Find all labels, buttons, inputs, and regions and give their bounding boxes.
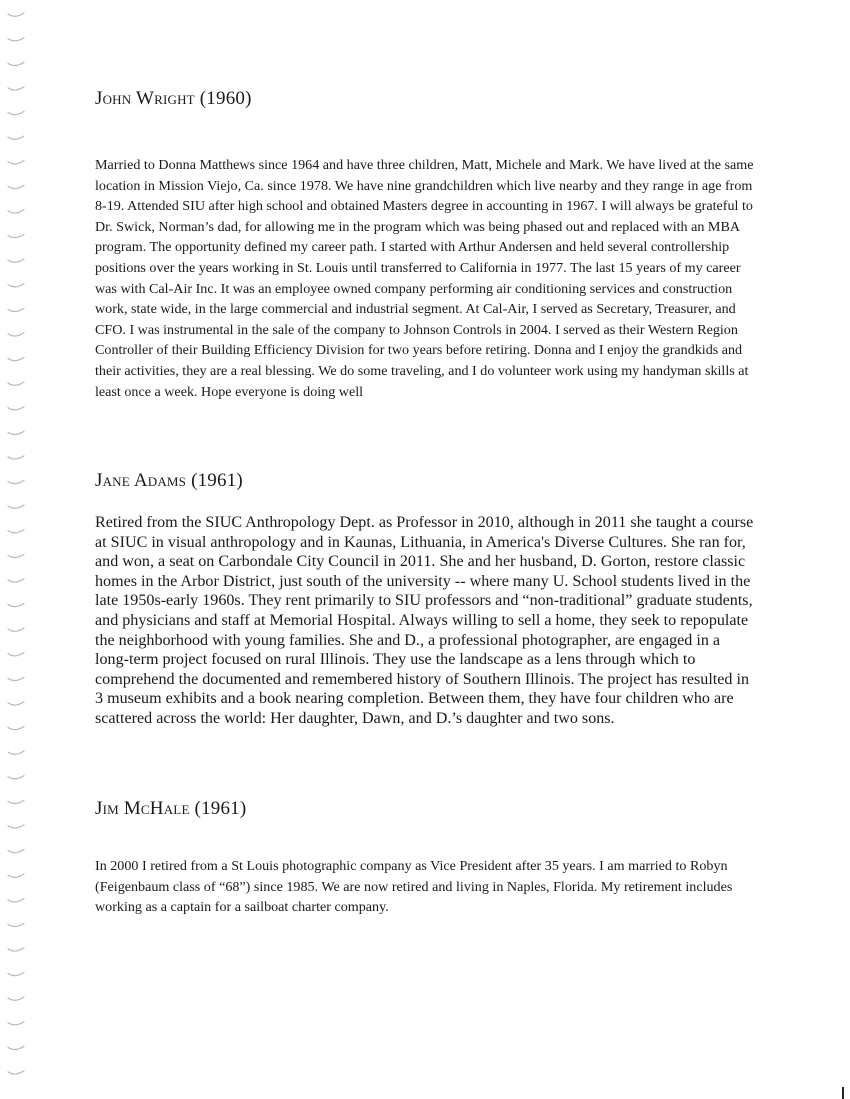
binding-mark — [8, 628, 24, 631]
binding-mark — [8, 357, 24, 360]
binding-mark — [8, 284, 24, 287]
binding-mark — [8, 776, 24, 779]
binding-mark — [8, 505, 24, 508]
entry-bio: Married to Donna Matthews since 1964 and have three children, Matt, Michele and Mark. We have lived at the same location in Mission Viejo, Ca. since 1978. We have nine grandchildren which live nearby and they range in age from 8-19. Attended SIU after high school and obtained Masters degree in accounting in 1967. I will always be grateful to Dr. Swick, Norman’s dad, for allowing me in the program which was being phased out and replaced with an MBA program. The opportunity defined my career path. I started with Arthur Andersen and held several controllership positions over the years working in St. Louis until transferred to California in 1977. The last 15 years of my career was with Cal-Air Inc. It was an employee owned company performing air conditioning services and construction work, state wide, in the large commercial and industrial segment. At Cal-Air, I served as Secretary, Treasurer, and CFO. I was instrumental in the sale of the company to Johnson Controls in 2004. I served as their Western Region Controller of their Building Efficiency Division for two years before retiring. Donna and I enjoy the grandkids and their activities, they are a real blessing. We do some traveling, and I do volunteer work using my handyman skills at least once a week. Hope everyone is doing well — [95, 157, 754, 400]
binding-mark — [8, 234, 24, 237]
binding-mark — [8, 161, 24, 164]
binding-mark — [8, 407, 24, 410]
binding-mark — [8, 849, 24, 852]
binding-hole-marks — [4, 0, 28, 1099]
binding-mark — [8, 259, 24, 262]
binding-mark — [8, 554, 24, 557]
binding-mark — [8, 210, 24, 213]
binding-mark — [8, 1071, 24, 1074]
binding-mark — [8, 603, 24, 606]
entry-jim-mchale — [95, 798, 755, 918]
binding-mark — [8, 62, 24, 65]
binding-mark — [8, 579, 24, 582]
binding-mark — [8, 530, 24, 533]
binding-mark — [8, 948, 24, 951]
binding-mark — [8, 899, 24, 902]
entry-name: Jim McHale — [95, 798, 190, 819]
entry-name: John Wright — [95, 88, 195, 109]
binding-mark — [8, 456, 24, 459]
binding-mark — [8, 136, 24, 139]
entry-year: (1961) — [194, 798, 247, 819]
binding-mark — [8, 825, 24, 828]
binding-mark — [8, 111, 24, 114]
entry-title — [95, 798, 755, 820]
binding-mark — [8, 751, 24, 754]
binding-mark — [8, 1046, 24, 1049]
entry-bio: In 2000 I retired from a St Louis photographic company as Vice President after 35 years. I am married to Robyn (Feigenbaum class of “68”) since 1985. We are now retired and living in Naples, Florida. My retirement includes working as a captain for a sailboat charter company. — [95, 858, 733, 916]
binding-mark — [8, 87, 24, 90]
binding-mark — [8, 480, 24, 483]
binding-mark — [8, 800, 24, 803]
binding-mark — [8, 431, 24, 434]
binding-mark — [8, 972, 24, 975]
binding-mark — [8, 13, 24, 16]
entry-title — [95, 470, 755, 492]
entry-john-wright — [95, 88, 755, 402]
entry-title — [95, 88, 755, 110]
binding-mark — [8, 653, 24, 656]
entry-bio: Retired from the SIUC Anthropology Dept. as Professor in 2010, although in 2011 she taught a course at SIUC in visual anthropology and in Kaunas, Lithuania, in America's Diverse Cultures. She ran for, and won, a seat on Carbondale City Council in 2011. She and her husband, D. Gorton, restore classic homes in the Arbor District, just south of the university -- where many U. School students lived in the late 1950s-early 1960s. They rent primarily to SIU professors and “non-traditional” graduate students, and physicians and staff at Memorial Hospital. Always willing to sell a home, they seek to repopulate the neighborhood with young families. She and D., a professional photographer, are engaged in a long-term project focused on rural Illinois. They use the landscape as a lens through which to comprehend the documented and remembered history of Southern Illinois. The project has resulted in 3 museum exhibits and a book nearing completion. Between them, they have four children who are scattered across the world: Her daughter, Dawn, and D.’s daughter and two sons. — [95, 514, 754, 727]
binding-mark — [8, 382, 24, 385]
binding-mark — [8, 308, 24, 311]
page-edge-mark — [842, 1087, 844, 1099]
entry-year: (1961) — [191, 470, 243, 491]
entry-year: (1960) — [199, 88, 252, 109]
entry-jane-adams — [95, 470, 755, 729]
binding-mark — [8, 726, 24, 729]
binding-mark — [8, 677, 24, 680]
binding-mark — [8, 923, 24, 926]
binding-mark — [8, 38, 24, 41]
binding-mark — [8, 702, 24, 705]
binding-mark — [8, 1022, 24, 1025]
binding-mark — [8, 997, 24, 1000]
entry-name: Jane Adams — [95, 470, 187, 491]
binding-mark — [8, 185, 24, 188]
binding-mark — [8, 874, 24, 877]
binding-mark — [8, 333, 24, 336]
